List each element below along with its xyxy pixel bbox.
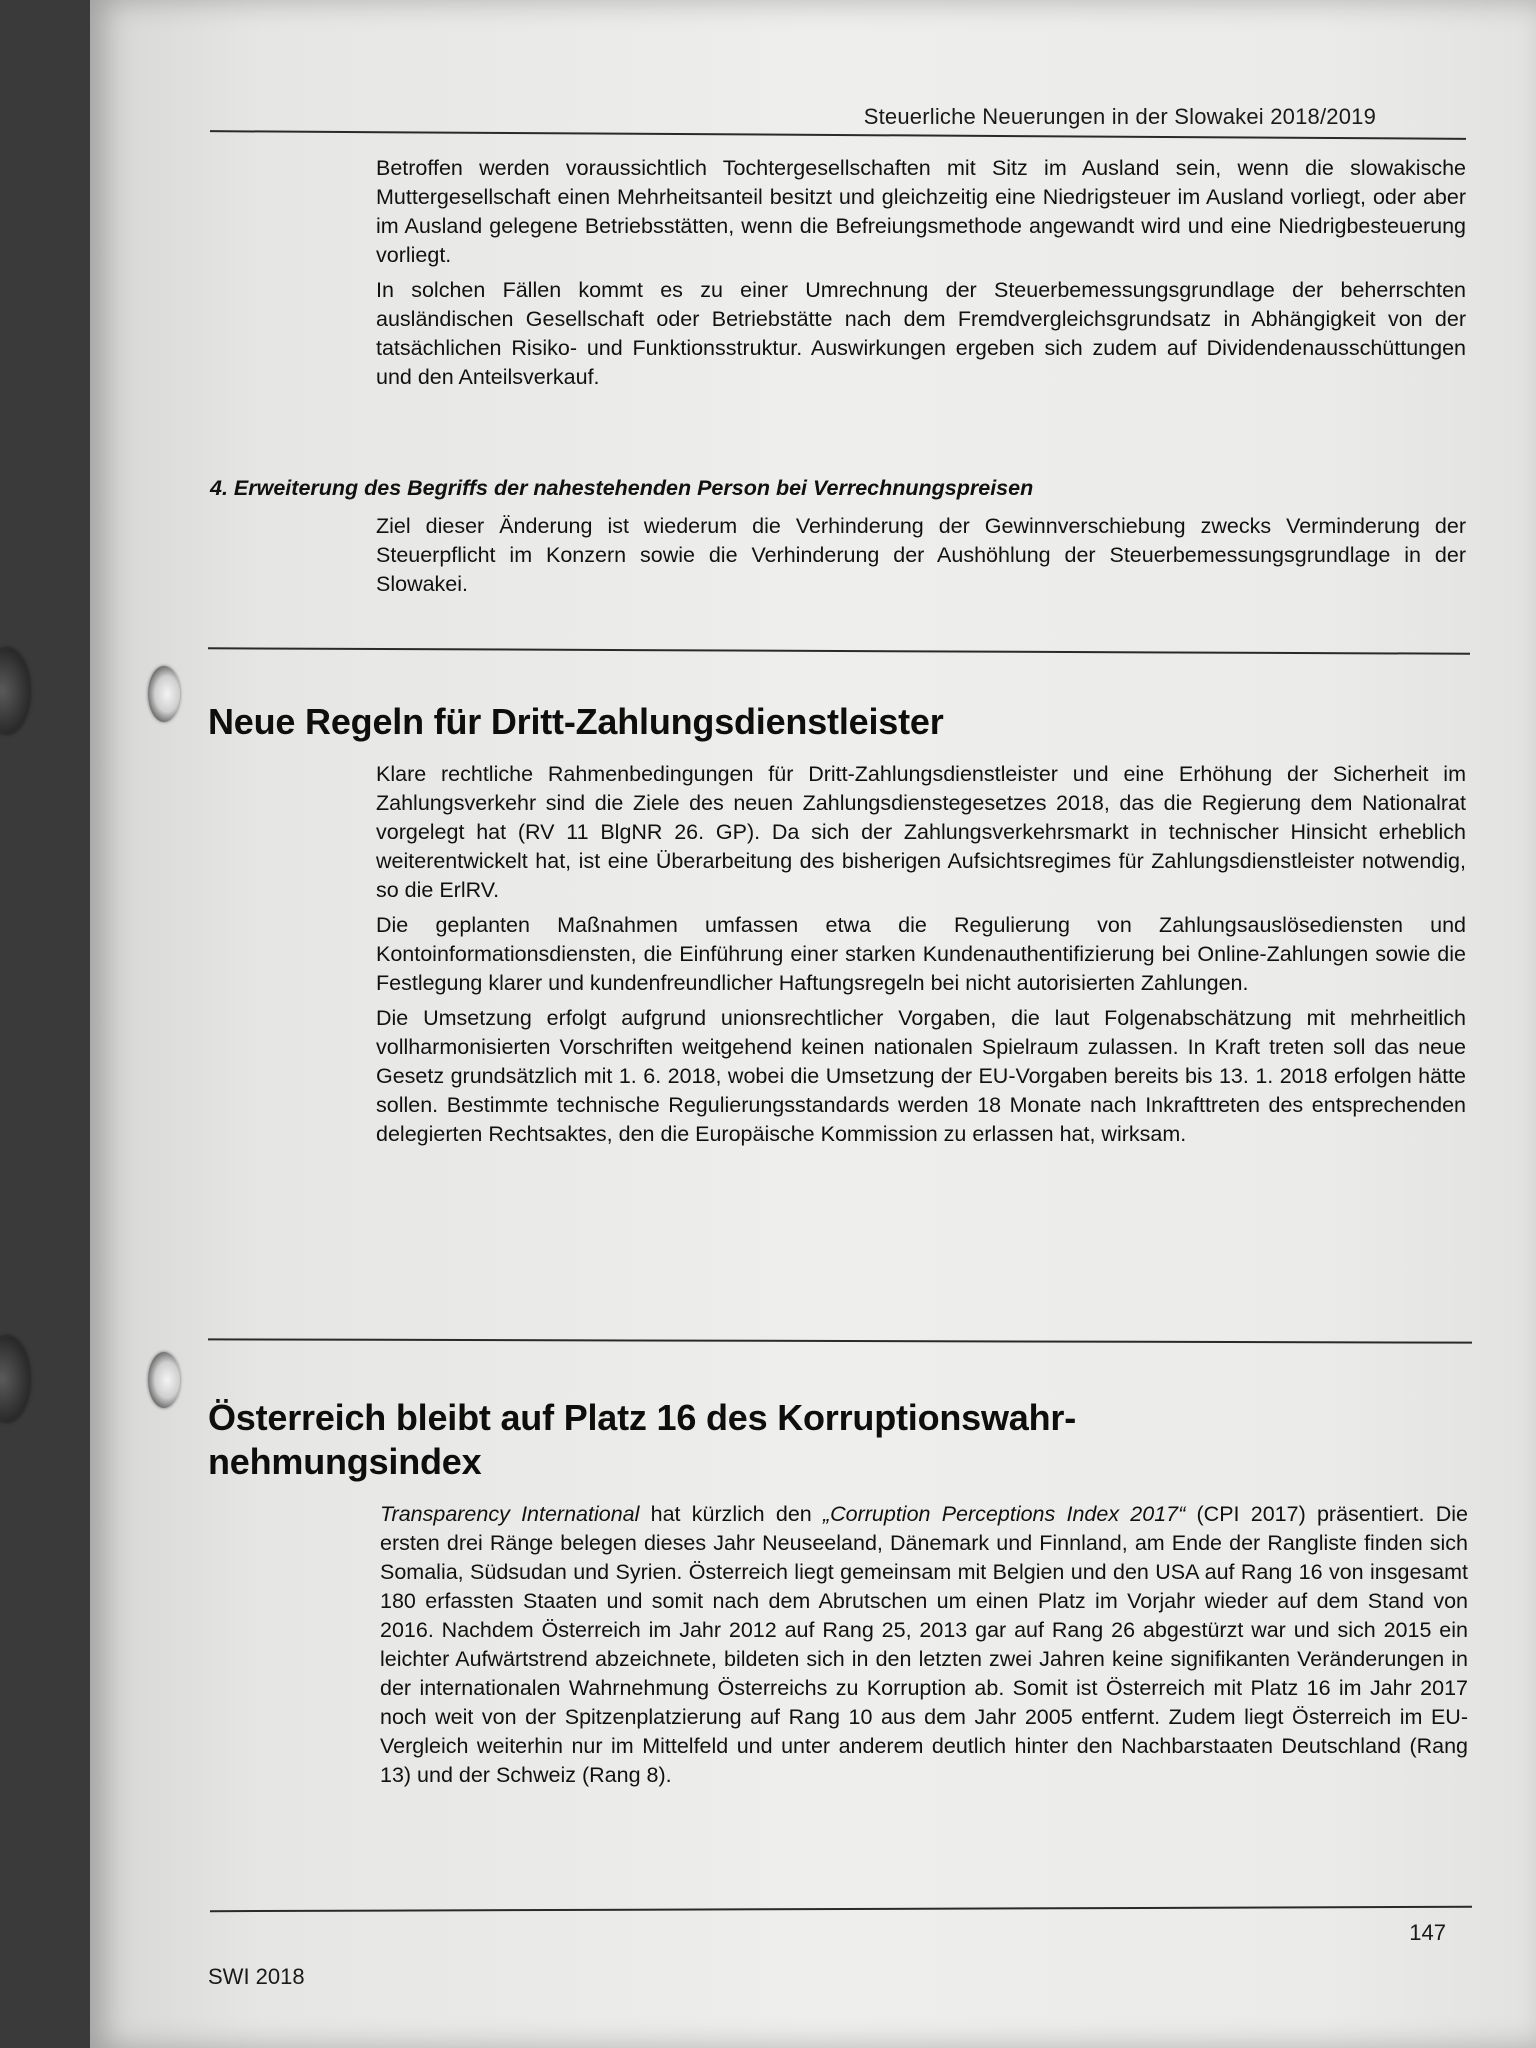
- intro-paragraph: Betroffen werden voraussichtlich Tochtergesellschaften mit Sitz im Ausland sein, wenn die slowakische Muttergesellschaft einen Mehrheitsanteil besitzt und gleichzeitig eine Niedrigsteuer im Ausland vorliegt, oder aber im Ausland gelegene Betriebsstätten, wenn die Befreiungsmethode angewandt wird und eine Niedrigbesteuerung vorliegt.: [376, 156, 1466, 267]
- section-2-body: [380, 1500, 1468, 1796]
- item-title: Erweiterung des Begriffs der nahestehenden Person bei Verrechnungspreisen: [233, 476, 1034, 500]
- heading-line: Österreich bleibt auf Platz 16 des Korruptionswahr-: [208, 1397, 1076, 1438]
- section-paragraph: Klare rechtliche Rahmenbedingungen für Dritt-Zahlungsdienstleister und eine Erhöhung der Sicherheit im Zahlungsverkehr sind die Ziele des neuen Zahlungsdienstegesetzes 2018, das die Regierung dem Nationalrat vorgelegt hat (RV 11 BlgNR 26. GP). Da sich der Zahlungsverkehrsmarkt in technischer Hinsicht erheblich weiterentwickelt hat, ist eine Überarbeitung des bisherigen Aufsichtsregimes für Zahlungsdienstleister notwendig, so die ErlRV.: [376, 762, 1466, 902]
- intro-paragraph: In solchen Fällen kommt es zu einer Umrechnung der Steuerbemessungsgrundlage der beherrschten ausländischen Gesellschaft oder Betriebstätte nach dem Fremdvergleichsgrundsatz in Abhängigkeit von der tatsächlichen Risiko- und Funktionsstruktur. Auswirkungen ergeben sich zudem auf Dividendenausschüttungen und den Anteilsverkauf.: [376, 278, 1466, 389]
- running-header: Steuerliche Neuerungen in der Slowakei 2018/2019: [863, 104, 1376, 129]
- footer-rule: [210, 1906, 1472, 1912]
- page-number: 147: [1409, 1920, 1446, 1945]
- document-page: [90, 0, 1536, 2048]
- heading-line: nehmungsindex: [208, 1441, 482, 1482]
- binder-ring: [148, 1352, 180, 1408]
- text-run: (CPI 2017) präsentiert. Die ersten drei Ränge belegen dieses Jahr Neuseeland, Dänemark und Finnland, am Ende der Rangliste finden sich Somalia, Südsudan und Syrien. Österreich liegt gemeinsam mit Belgien und den USA auf Rang 16 von insgesamt 180 erfassten Staaten und somit nach dem Abrutschen um einen Platz im Vorjahr wieder auf dem Stand von 2016. Nachdem Österreich im Jahr 2012 auf Rang 25, 2013 gar auf Rang 26 abgestürzt war und sich 2015 ein leichter Aufwärtstrend abzeichnete, bildeten sich in den letzten zwei Jahren keine signifikanten Veränderungen in der internationalen Wahrnehmung Österreichs zu Korruption ab. Somit ist Österreich mit Platz 16 im Jahr 2017 noch weit von der Spitzenplatzierung auf Rang 10 aus dem Jahr 2005 entfernt. Zudem liegt Österreich im EU-Vergleich weiterhin nur im Mittelfeld und unter anderem deutlich hinter den Nachbarstaaten Deutschland (Rang 13) und der Schweiz (Rang 8).: [380, 1502, 1468, 1787]
- text-run: hat kürzlich den: [639, 1502, 823, 1526]
- section-divider: [208, 1338, 1472, 1343]
- section-heading-korruption: [208, 1396, 1328, 1484]
- section-paragraph: [380, 1500, 1468, 1790]
- item-4-body: [376, 512, 1466, 605]
- intro-block: [376, 154, 1466, 398]
- journal-label: SWI 2018: [208, 1964, 305, 1989]
- section-divider: [208, 647, 1470, 655]
- section-paragraph: Die Umsetzung erfolgt aufgrund unionsrechtlicher Vorgaben, die laut Folgenabschätzung mit mehrheitlich vollharmonisierten Vorschriften weitgehend keinen nationalen Spielraum zulassen. In Kraft treten soll das neue Gesetz grundsätzlich mit 1. 6. 2018, wobei die Umsetzung der EU-Vorgaben bereits bis 13. 1. 2018 erfolgen hätte sollen. Bestimmte technische Regulierungsstandards werden 18 Monate nach Inkrafttreten des entsprechenden delegierten Rechtsaktes, den die Europäische Kommission zu erlassen hat, wirksam.: [376, 1006, 1466, 1146]
- index-name: „Corruption Perceptions Index 2017“: [822, 1502, 1186, 1526]
- punch-hole: [0, 648, 30, 734]
- item-paragraph: Ziel dieser Änderung ist wiederum die Verhinderung der Gewinnverschiebung zwecks Verminderung der Steuerpflicht im Konzern sowie die Verhinderung der Aushöhlung der Steuerbemessungsgrundlage in der Slowakei.: [376, 514, 1466, 596]
- section-1-body: [376, 760, 1466, 1155]
- organisation-name: Transparency International: [380, 1502, 640, 1526]
- header-rule: [210, 130, 1466, 140]
- item-number: 4.: [210, 476, 228, 500]
- item-4-heading: [210, 476, 1330, 501]
- punch-hole: [0, 1336, 30, 1422]
- section-paragraph: Die geplanten Maßnahmen umfassen etwa die Regulierung von Zahlungsauslösediensten und Kontoinformationsdiensten, die Einführung einer starken Kundenauthentifizierung bei Online-Zahlungen sowie die Festlegung klarer und kundenfreundlicher Haftungsregeln bei nicht autorisierten Zahlungen.: [376, 913, 1466, 995]
- section-heading-zahlungsdienstleister: Neue Regeln für Dritt-Zahlungsdienstleister: [208, 701, 944, 742]
- binder-ring: [148, 666, 180, 722]
